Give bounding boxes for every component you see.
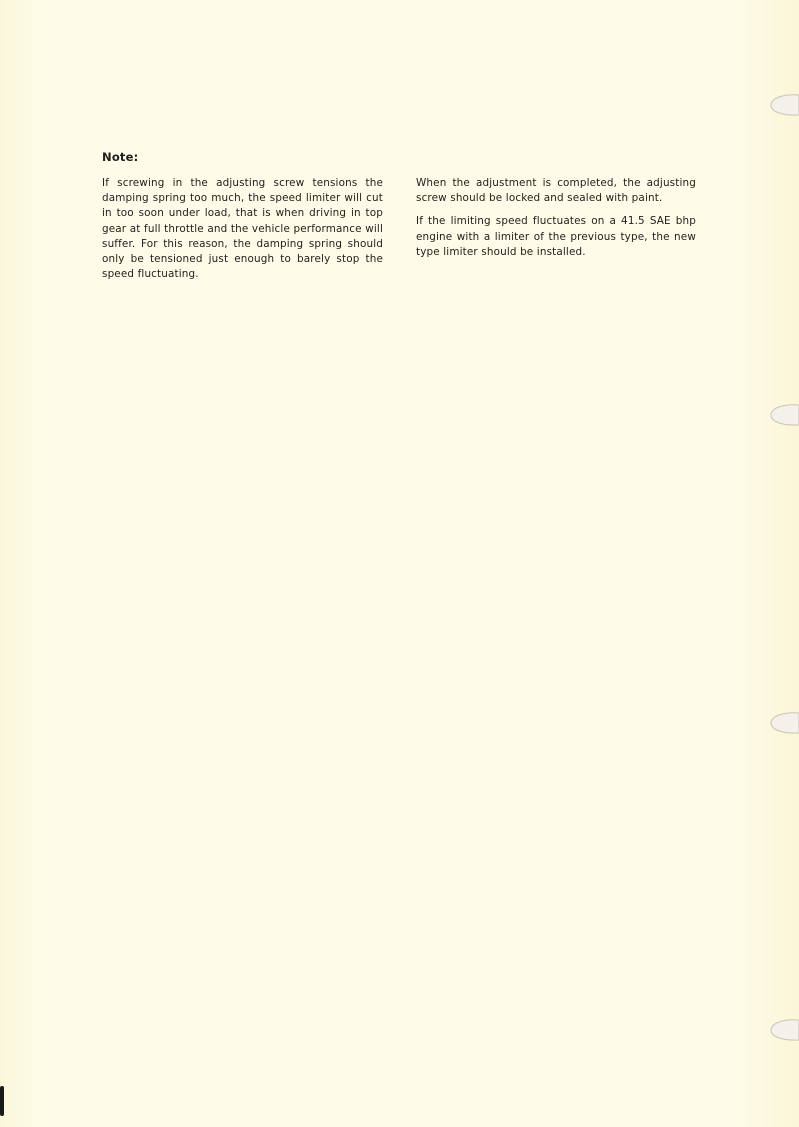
right-paragraph-1: When the adjustment is completed, the adjusting screw should be locked and sealed with paint. — [416, 177, 696, 205]
left-column — [102, 176, 383, 290]
edge-mark — [0, 1086, 4, 1116]
left-paragraph-1: If screwing in the adjusting screw tensions the damping spring too much, the speed limiter will cut in too soon under load, that is when driving in top gear at full throttle and the vehicle performance will suffer. For this reason, the damping spring should only be tensioned just enough to barely stop the speed fluctuating. — [102, 177, 383, 281]
punched-hole-icon — [755, 402, 799, 428]
punched-hole-icon — [755, 710, 799, 736]
note-heading: Note: — [102, 150, 139, 164]
right-paragraph-2: If the limiting speed fluctuates on a 41.5 SAE bhp engine with a limiter of the previous type, the new type limiter should be installed. — [416, 215, 696, 258]
punched-hole-icon — [755, 92, 799, 118]
right-column — [416, 176, 696, 268]
punched-hole-icon — [755, 1017, 799, 1043]
